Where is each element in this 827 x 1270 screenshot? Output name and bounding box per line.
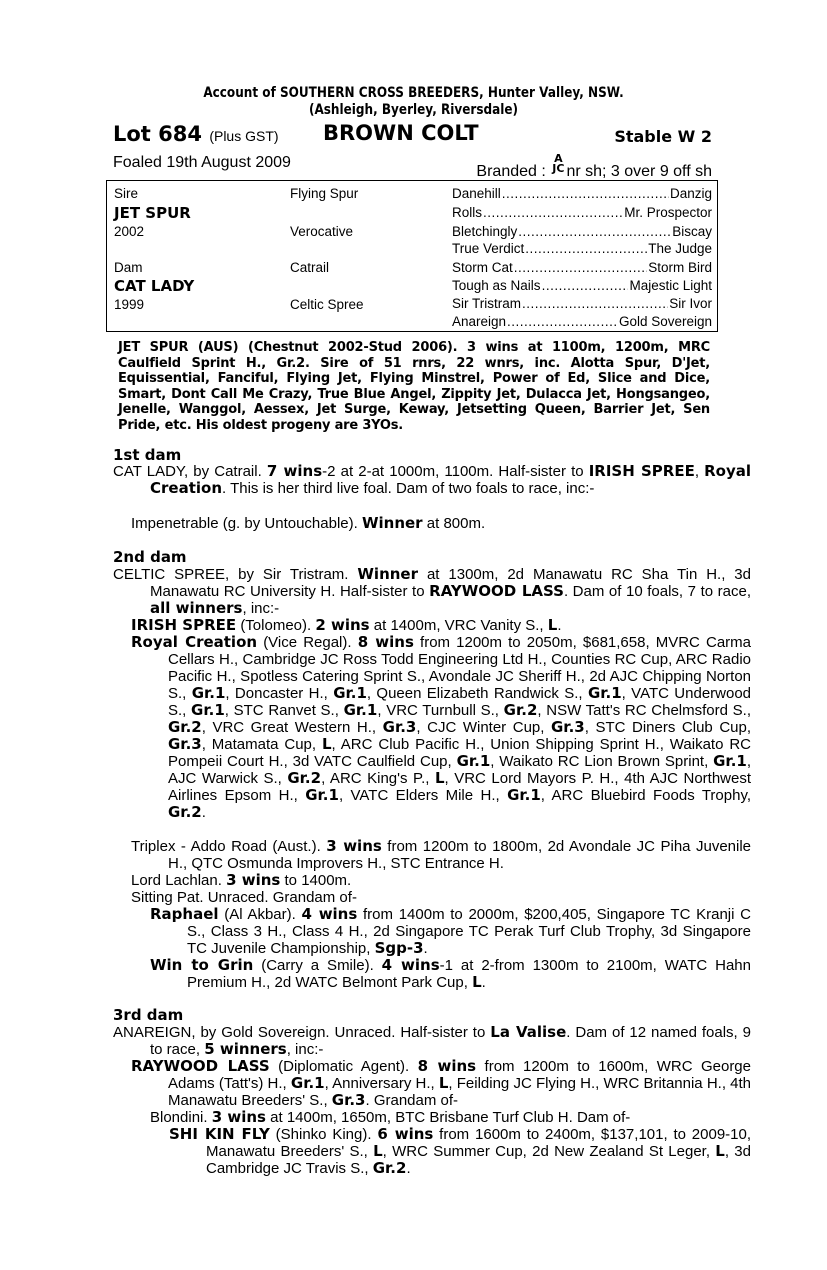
progeny-sitting-pat: Sitting Pat. Unraced. Grandam of- bbox=[131, 889, 357, 906]
progeny-lord-lachlan: Lord Lachlan. 3 wins to 1400m. bbox=[131, 871, 352, 889]
grandprogeny-win-to-grin: Win to Grin (Carry a Smile). 4 wins-1 at 2-from 1300m to 2100m, WATC Hahn Premium H., 2d WATC Belmont Park Cup, L. bbox=[150, 956, 751, 991]
stable-location: Stable W 2 bbox=[614, 127, 712, 146]
gst-note: (Plus GST) bbox=[209, 128, 279, 144]
grandsire-2: Verocative bbox=[290, 224, 354, 239]
vendor-properties: (Ashleigh, Byerley, Riversdale) bbox=[308, 102, 519, 118]
progeny-triplex: Triplex - Addo Road (Aust.). 3 wins from 1200m to 1800m, 2d Avondale JC Piha Juvenile H., QTC Osmunda Improvers H., STC Entrance H. bbox=[131, 837, 752, 872]
dam-year: 1999 bbox=[114, 297, 145, 312]
second-dam-paragraph: CELTIC SPREE, by Sir Tristram. Winner at 1300m, 2d Manawatu RC Sha Tin H., 3d Manawatu RC University H. Half-sister to RAYWOOD LASS. Dam of 10 foals, 7 to race, all winners, inc:- bbox=[113, 565, 751, 617]
lot-description: BROWN COLT bbox=[323, 121, 479, 145]
sire-summary: JET SPUR (AUS) (Chestnut 2002-Stud 2006). 3 wins at 1100m, 1200m, MRC Caulfield Sprint H., Gr.2. Sire of 51 rnrs, 22 wnrs, inc. Alotta Spur, D'Jet, Equissential, Fanciful, Flying Jet, Flying Minstrel, Power of Ed, Slice and Dice, Smart, Dont Call Me Crazy, True Blue Angel, Zippity Jet, Dulacca Jet, Hongsangeo, Jenelle, Wanggol, Aessex, Jet Surge, Keway, Jetsetting Queen, Barrier Jet, Sen Pride, etc. His oldest progeny are 3YOs. bbox=[118, 340, 710, 433]
lot-label: Lot 684 bbox=[113, 122, 202, 146]
lot-number bbox=[113, 122, 279, 146]
branding bbox=[476, 154, 712, 181]
ancestor-row: Storm Cat ..... Storm Bird bbox=[452, 260, 712, 275]
brand-mark-icon: A JC bbox=[552, 152, 565, 175]
foal-entry: Impenetrable (g. by Untouchable). Winner at 800m. bbox=[131, 514, 486, 532]
sire-label: Sire bbox=[114, 186, 139, 201]
first-dam-heading: 1st dam bbox=[113, 446, 182, 464]
grandsire-4: Celtic Spree bbox=[290, 297, 364, 312]
descendant-shi-kin-fly: SHI KIN FLY (Shinko King). 6 wins from 1600m to 2400m, $137,101, to 2009-10, Manawatu Breeders' S., L, WRC Summer Cup, 2d New Zealand St Leger, L, 3d Cambridge JC Travis S., Gr.2. bbox=[169, 1125, 752, 1177]
first-dam-paragraph: CAT LADY, by Catrail. 7 wins-2 at 2-at 1000m, 1100m. Half-sister to IRISH SPREE, Royal Creation. This is her third live foal. Dam of two foals to race, inc:- bbox=[113, 462, 752, 497]
dam-label: Dam bbox=[114, 260, 143, 275]
grandprogeny-raphael: Raphael (Al Akbar). 4 wins from 1400m to 2000m, $200,405, Singapore TC Kranji C S., Class 3 H., Class 4 H., 2d Singapore TC Perak Turf Club Trophy, 3d Singapore TC Juvenile Championship, Sgp-3. bbox=[150, 905, 751, 957]
branded-prefix: Branded : bbox=[476, 163, 546, 180]
ancestor-row: Anareign ..... Gold Sovereign bbox=[452, 314, 712, 329]
ancestor-row: Danehill ..... Danzig bbox=[452, 186, 712, 201]
second-dam-heading: 2nd dam bbox=[113, 548, 187, 566]
branded-suffix: nr sh; 3 over 9 off sh bbox=[566, 163, 712, 180]
ancestor-row: Rolls ..... Mr. Prospector bbox=[452, 205, 712, 220]
progeny-raywood-lass: RAYWOOD LASS (Diplomatic Agent). 8 wins from 1200m to 1600m, WRC George Adams (Tatt's) H., Gr.1, Anniversary H., L, Feilding JC Flying H., WRC Britannia H., 4th Manawatu Breeders' S., Gr.3. Grandam of- bbox=[131, 1057, 752, 1109]
ancestor-row: Sir Tristram ..... Sir Ivor bbox=[452, 296, 712, 311]
progeny-irish-spree: IRISH SPREE (Tolomeo). 2 wins at 1400m, VRC Vanity S., L. bbox=[131, 616, 562, 634]
grandprogeny-blondini: Blondini. 3 wins at 1400m, 1650m, BTC Brisbane Turf Club H. Dam of- bbox=[150, 1108, 631, 1126]
progeny-royal-creation: Royal Creation (Vice Regal). 8 wins from 1200m to 2050m, $681,658, MVRC Carma Cellars H., Cambridge JC Ross Todd Engineering Ltd H., Counties RC Cup, ARC Radio Pacific H., Spotless Catering Sprint S., Avondale JC Sheriff H., 2d AJC Chipping Norton S., Gr.1, Doncaster H., Gr.1, Queen Elizabeth Randwick S., Gr.1, VATC Underwood S., Gr.1, STC Ranvet S., Gr.1, VRC Turnbull S., Gr.2, NSW Tatt's RC Chelmsford S., Gr.2, VRC Great Western H., Gr.3, CJC Winter Cup, Gr.3, STC Diners Club Cup, Gr.3, Matamata Cup, L, ARC Club Pacific H., Union Shipping Sprint H., Waikato RC Pompeii Court H., 3d VATC Caulfield Cup, Gr.1, Waikato RC Lion Brown Sprint, Gr.1, AJC Warwick S., Gr.2, ARC King's P., L, VRC Lord Mayors P. H., 4th AJC Northwest Airlines Epsom H., Gr.1, VATC Elders Mile H., Gr.1, ARC Bluebird Foods Trophy, Gr.2. bbox=[131, 633, 752, 821]
ancestor-row: Bletchingly ..... Biscay bbox=[452, 224, 712, 239]
foaled-date: Foaled 19th August 2009 bbox=[113, 154, 291, 171]
third-dam-heading: 3rd dam bbox=[113, 1006, 184, 1024]
grandsire-1: Flying Spur bbox=[290, 186, 359, 201]
pedigree-table bbox=[106, 180, 718, 332]
ancestor-row: True Verdict ..... The Judge bbox=[452, 241, 712, 256]
sire-year: 2002 bbox=[114, 224, 145, 239]
vendor-line: Account of SOUTHERN CROSS BREEDERS, Hunter Valley, NSW. bbox=[203, 85, 624, 101]
third-dam-paragraph: ANAREIGN, by Gold Sovereign. Unraced. Half-sister to La Valise. Dam of 12 named foals, 9 to race, 5 winners, inc:- bbox=[113, 1023, 752, 1058]
dam-name: CAT LADY bbox=[114, 277, 195, 295]
sire-name: JET SPUR bbox=[114, 204, 191, 222]
grandsire-3: Catrail bbox=[290, 260, 330, 275]
ancestor-row: Tough as Nails ..... Majestic Light bbox=[452, 278, 712, 293]
